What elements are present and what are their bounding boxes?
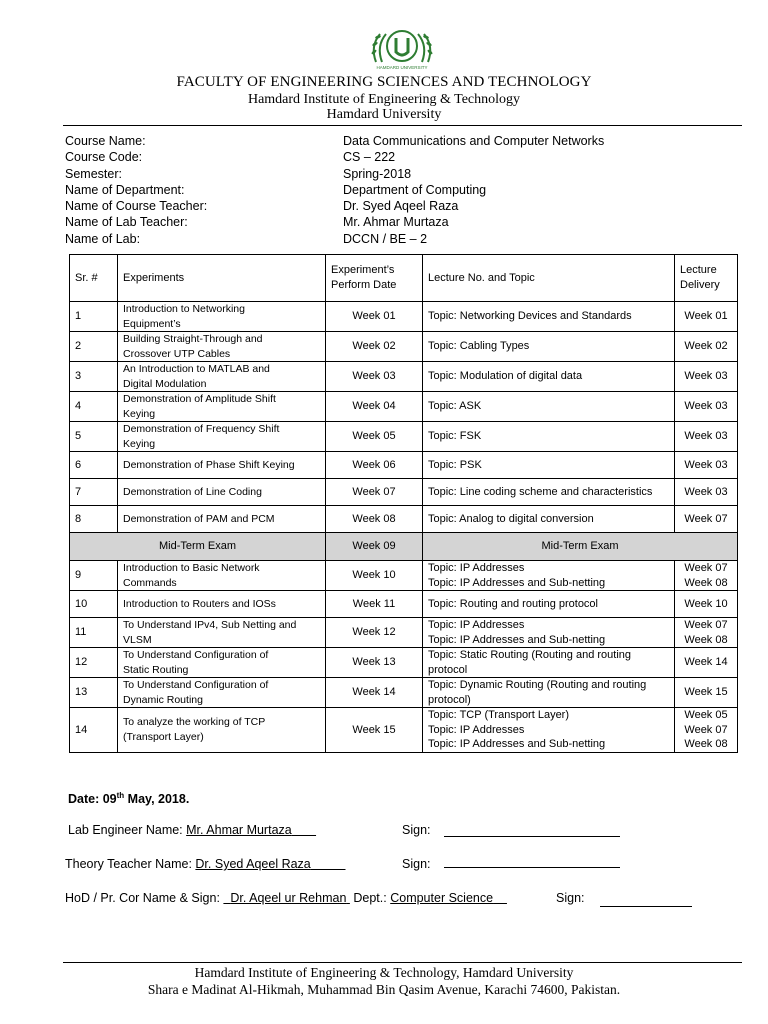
- topic-line: Topic: IP Addresses: [428, 562, 525, 574]
- midterm-topic: Mid-Term Exam: [423, 533, 738, 561]
- header-rule: [63, 125, 742, 126]
- cell-perform-date: Week 15: [326, 708, 423, 753]
- table-row: [70, 392, 738, 422]
- cell-lecture-topic: [423, 422, 675, 452]
- cell-lecture-topic: [423, 591, 675, 618]
- cell-perform-date: Week 05: [326, 422, 423, 452]
- cell-perform-date: Week 13: [326, 648, 423, 678]
- experiment-line: To Understand Configuration of: [123, 649, 269, 661]
- cell-sr: 4: [70, 392, 118, 422]
- course-info-label: Name of Course Teacher:: [65, 199, 208, 214]
- course-info-label: Name of Department:: [65, 182, 185, 197]
- delivery-line: Week 03: [684, 430, 728, 443]
- lab-engineer-label: Lab Engineer Name:: [68, 823, 183, 837]
- course-info-row: [65, 182, 604, 198]
- table-row: [70, 648, 738, 678]
- delivery-line: Week 08: [684, 738, 728, 750]
- cell-experiment: [118, 422, 326, 452]
- cell-lecture-delivery: [675, 561, 738, 591]
- university-title: Hamdard University: [326, 107, 442, 122]
- cell-sr: 13: [70, 678, 118, 708]
- topic-line: Topic: TCP (Transport Layer): [428, 709, 570, 721]
- cell-perform-date: Week 11: [326, 591, 423, 618]
- table-row: [70, 618, 738, 648]
- cell-lecture-delivery: [675, 678, 738, 708]
- theory-teacher-sign-line[interactable]: [444, 867, 620, 868]
- col-header-experiments: Experiments: [118, 255, 326, 302]
- delivery-line: Week 03: [684, 370, 728, 383]
- experiment-schedule-table: [69, 254, 738, 753]
- experiment-line: Demonstration of Line Coding: [123, 485, 262, 498]
- table-row: [70, 561, 738, 591]
- col-header-delivery-line1: Lecture: [680, 264, 717, 276]
- cell-lecture-delivery: [675, 708, 738, 753]
- experiment-line: Equipment’s: [123, 317, 181, 330]
- cell-lecture-topic: [423, 332, 675, 362]
- experiment-line: Static Routing: [123, 663, 189, 676]
- topic-line: Topic: Analog to digital conversion: [428, 512, 594, 525]
- topic-line: Topic: Line coding scheme and characteristics: [428, 485, 653, 498]
- cell-lecture-delivery: [675, 591, 738, 618]
- theory-teacher-name: Dr. Syed Aqeel Raza: [195, 857, 311, 871]
- course-info-row: [65, 198, 604, 214]
- table-row: [70, 332, 738, 362]
- cell-experiment: [118, 618, 326, 648]
- cell-sr: 8: [70, 506, 118, 533]
- dept-label: Dept.:: [353, 891, 387, 905]
- cell-lecture-topic: [423, 392, 675, 422]
- cell-experiment: [118, 648, 326, 678]
- institute-title: Hamdard Institute of Engineering & Technology: [247, 92, 521, 107]
- lab-engineer-line: [68, 823, 316, 837]
- theory-teacher-label: Theory Teacher Name:: [65, 857, 192, 871]
- table-row: [70, 678, 738, 708]
- delivery-line: Week 07: [684, 723, 728, 736]
- delivery-line: Week 03: [684, 400, 728, 413]
- lab-engineer-sign-label: Sign:: [402, 823, 431, 837]
- midterm-row: [70, 533, 738, 561]
- cell-lecture-delivery: [675, 479, 738, 506]
- table-row: [70, 422, 738, 452]
- report-date: [68, 791, 189, 806]
- course-info-value: Department of Computing: [343, 182, 487, 197]
- delivery-line: Week 07: [684, 619, 728, 631]
- col-header-perform-date: [326, 255, 423, 302]
- experiment-line: Demonstration of Frequency Shift: [123, 423, 280, 435]
- experiment-line: Demonstration of PAM and PCM: [123, 512, 275, 525]
- cell-lecture-delivery: [675, 362, 738, 392]
- experiment-line: Commands: [123, 576, 177, 589]
- course-info-value: CS – 222: [343, 150, 396, 165]
- col-header-lecture-topic: Lecture No. and Topic: [423, 255, 675, 302]
- theory-teacher-sign-label: Sign:: [402, 857, 431, 871]
- topic-line: Topic: Networking Devices and Standards: [428, 310, 632, 323]
- cell-sr: 9: [70, 561, 118, 591]
- col-header-delivery-line2: Delivery: [680, 279, 720, 291]
- cell-perform-date: Week 14: [326, 678, 423, 708]
- topic-line: Topic: Routing and routing protocol: [428, 597, 598, 610]
- table-row: [70, 591, 738, 618]
- topic-line: Topic: Modulation of digital data: [428, 370, 583, 383]
- cell-lecture-topic: [423, 479, 675, 506]
- course-info-value: Mr. Ahmar Murtaza: [343, 215, 449, 230]
- cell-lecture-delivery: [675, 648, 738, 678]
- experiment-line: Demonstration of Phase Shift Keying: [123, 458, 295, 471]
- topic-line: Topic: FSK: [428, 430, 482, 443]
- table-row: [70, 708, 738, 753]
- date-sup: th: [116, 791, 125, 800]
- topic-line: protocol: [428, 663, 468, 676]
- topic-line: protocol): [428, 693, 471, 706]
- hod-name-text: Dr. Aqeel ur Rehman: [230, 891, 347, 905]
- cell-perform-date: Week 01: [326, 302, 423, 332]
- cell-lecture-topic: [423, 452, 675, 479]
- cell-lecture-delivery: [675, 618, 738, 648]
- experiment-line: Demonstration of Amplitude Shift: [123, 393, 276, 405]
- experiment-line: Keying: [123, 437, 156, 450]
- delivery-line: Week 02: [684, 340, 728, 353]
- hod-sign-line[interactable]: [600, 906, 692, 907]
- experiment-line: To Understand Configuration of: [123, 679, 269, 691]
- experiment-line: Introduction to Networking: [123, 303, 245, 315]
- cell-experiment: [118, 392, 326, 422]
- course-info-label: Semester:: [65, 166, 122, 181]
- course-info-row: [65, 231, 604, 247]
- midterm-label: Mid-Term Exam: [70, 533, 326, 561]
- experiment-line: Keying: [123, 407, 156, 420]
- table-row: [70, 506, 738, 533]
- cell-experiment: [118, 362, 326, 392]
- course-info-label: Name of Lab:: [65, 231, 141, 246]
- table-row: [70, 452, 738, 479]
- course-info-row: [65, 133, 604, 149]
- cell-lecture-topic: [423, 506, 675, 533]
- topic-line: Topic: IP Addresses and Sub-netting: [428, 576, 606, 589]
- cell-experiment: [118, 479, 326, 506]
- table-header-row: [70, 255, 738, 302]
- cell-experiment: [118, 678, 326, 708]
- cell-perform-date: Week 02: [326, 332, 423, 362]
- cell-sr: 12: [70, 648, 118, 678]
- university-logo: [366, 22, 438, 74]
- topic-line: Topic: Dynamic Routing (Routing and routing: [428, 679, 647, 691]
- delivery-line: Week 07: [684, 512, 728, 525]
- cell-lecture-topic: [423, 362, 675, 392]
- topic-line: Topic: IP Addresses and Sub-netting: [428, 633, 606, 646]
- cell-experiment: [118, 332, 326, 362]
- experiment-line: (Transport Layer): [123, 730, 204, 743]
- cell-lecture-delivery: [675, 452, 738, 479]
- cell-experiment: [118, 302, 326, 332]
- cell-lecture-delivery: [675, 332, 738, 362]
- topic-line: Topic: IP Addresses and Sub-netting: [428, 738, 606, 750]
- delivery-line: Week 01: [684, 310, 728, 323]
- experiment-line: VLSM: [123, 633, 152, 646]
- topic-line: Topic: IP Addresses: [428, 619, 525, 631]
- cell-lecture-delivery: [675, 392, 738, 422]
- experiment-line: Introduction to Basic Network: [123, 562, 260, 574]
- lab-engineer-name: Mr. Ahmar Murtaza: [186, 823, 292, 837]
- experiment-line: To analyze the working of TCP: [123, 716, 266, 729]
- course-info-row: [65, 166, 604, 182]
- dept-name: [390, 891, 507, 905]
- course-info-label: Name of Lab Teacher:: [65, 215, 188, 230]
- dept-name-text: Computer Science: [390, 891, 494, 905]
- delivery-line: Week 14: [684, 656, 728, 669]
- date-suffix: May, 2018.: [124, 792, 190, 807]
- hod-label: HoD / Pr. Cor Name & Sign:: [65, 891, 220, 905]
- course-info-row: [65, 214, 604, 230]
- course-info-value: Data Communications and Computer Networks: [343, 134, 605, 148]
- delivery-line: Week 15: [684, 686, 728, 699]
- date-prefix: Date: 09: [68, 792, 117, 807]
- cell-lecture-topic: [423, 302, 675, 332]
- col-header-sr: Sr. #: [70, 255, 118, 302]
- delivery-line: Week 07: [684, 562, 728, 574]
- theory-teacher-line: [65, 857, 346, 871]
- cell-sr: 3: [70, 362, 118, 392]
- course-info-value: DCCN / BE – 2: [343, 231, 428, 246]
- cell-sr: 5: [70, 422, 118, 452]
- cell-perform-date: Week 08: [326, 506, 423, 533]
- cell-sr: 1: [70, 302, 118, 332]
- course-info-label: Course Name:: [65, 134, 146, 148]
- topic-line: Topic: Static Routing (Routing and routing: [428, 649, 632, 661]
- footer-line2: Shara e Madinat Al-Hikmah, Muhammad Bin Qasim Avenue, Karachi 74600, Pakistan.: [147, 982, 621, 997]
- logo-text: HAMDARD UNIVERSITY: [376, 65, 428, 70]
- col-header-perform-date-line1: Experiment’s: [331, 264, 395, 276]
- cell-lecture-topic: [423, 618, 675, 648]
- cell-perform-date: Week 04: [326, 392, 423, 422]
- footer-rule: [63, 962, 742, 963]
- col-header-lecture-delivery: [675, 255, 738, 302]
- theory-teacher-underline: [311, 857, 346, 871]
- faculty-title: FACULTY OF ENGINEERING SCIENCES AND TECHNOLOGY: [176, 74, 592, 90]
- experiment-line: To Understand IPv4, Sub Netting and: [123, 619, 297, 631]
- delivery-line: Week 03: [684, 458, 728, 471]
- lab-engineer-sign-line[interactable]: [444, 836, 620, 837]
- cell-perform-date: Week 10: [326, 561, 423, 591]
- course-info: [65, 133, 604, 247]
- table-row: [70, 479, 738, 506]
- cell-sr: 11: [70, 618, 118, 648]
- course-info-row: [65, 149, 604, 165]
- cell-sr: 2: [70, 332, 118, 362]
- cell-sr: 14: [70, 708, 118, 753]
- experiment-line: Building Straight-Through and: [123, 333, 263, 345]
- col-header-perform-date-line2: Perform Date: [331, 279, 397, 291]
- cell-experiment: [118, 506, 326, 533]
- experiment-line: Crossover UTP Cables: [123, 347, 231, 360]
- footer-line1: Hamdard Institute of Engineering & Technology, Hamdard University: [194, 965, 574, 980]
- lab-engineer-underline: [292, 823, 316, 837]
- experiment-line: Digital Modulation: [123, 377, 207, 390]
- cell-experiment: [118, 452, 326, 479]
- cell-lecture-delivery: [675, 302, 738, 332]
- cell-lecture-delivery: [675, 506, 738, 533]
- topic-line: Topic: Cabling Types: [428, 340, 530, 353]
- table-row: [70, 362, 738, 392]
- experiment-line: Dynamic Routing: [123, 693, 203, 706]
- cell-lecture-topic: [423, 648, 675, 678]
- course-info-label: Course Code:: [65, 150, 143, 165]
- cell-sr: 10: [70, 591, 118, 618]
- delivery-line: Week 08: [684, 633, 728, 646]
- delivery-line: Week 10: [684, 597, 728, 610]
- hod-name: [223, 891, 349, 905]
- cell-perform-date: Week 07: [326, 479, 423, 506]
- cell-perform-date: Week 03: [326, 362, 423, 392]
- delivery-line: Week 05: [684, 709, 728, 721]
- course-info-value: Dr. Syed Aqeel Raza: [343, 199, 459, 214]
- cell-sr: 6: [70, 452, 118, 479]
- cell-sr: 7: [70, 479, 118, 506]
- cell-experiment: [118, 591, 326, 618]
- topic-line: Topic: PSK: [428, 458, 482, 471]
- cell-experiment: [118, 561, 326, 591]
- cell-perform-date: Week 06: [326, 452, 423, 479]
- hod-sign-label: Sign:: [556, 891, 585, 905]
- experiment-line: An Introduction to MATLAB and: [123, 363, 270, 375]
- experiment-line: Introduction to Routers and IOSs: [123, 597, 276, 610]
- cell-lecture-delivery: [675, 422, 738, 452]
- topic-line: Topic: ASK: [428, 400, 482, 413]
- course-info-value: Spring-2018: [343, 166, 412, 181]
- cell-experiment: [118, 708, 326, 753]
- hod-line: [65, 891, 507, 905]
- delivery-line: Week 08: [684, 576, 728, 589]
- delivery-line: Week 03: [684, 485, 728, 498]
- cell-lecture-topic: [423, 561, 675, 591]
- cell-lecture-topic: [423, 708, 675, 753]
- midterm-week: Week 09: [326, 533, 423, 561]
- topic-line: Topic: IP Addresses: [428, 723, 525, 736]
- cell-perform-date: Week 12: [326, 618, 423, 648]
- cell-lecture-topic: [423, 678, 675, 708]
- table-row: [70, 302, 738, 332]
